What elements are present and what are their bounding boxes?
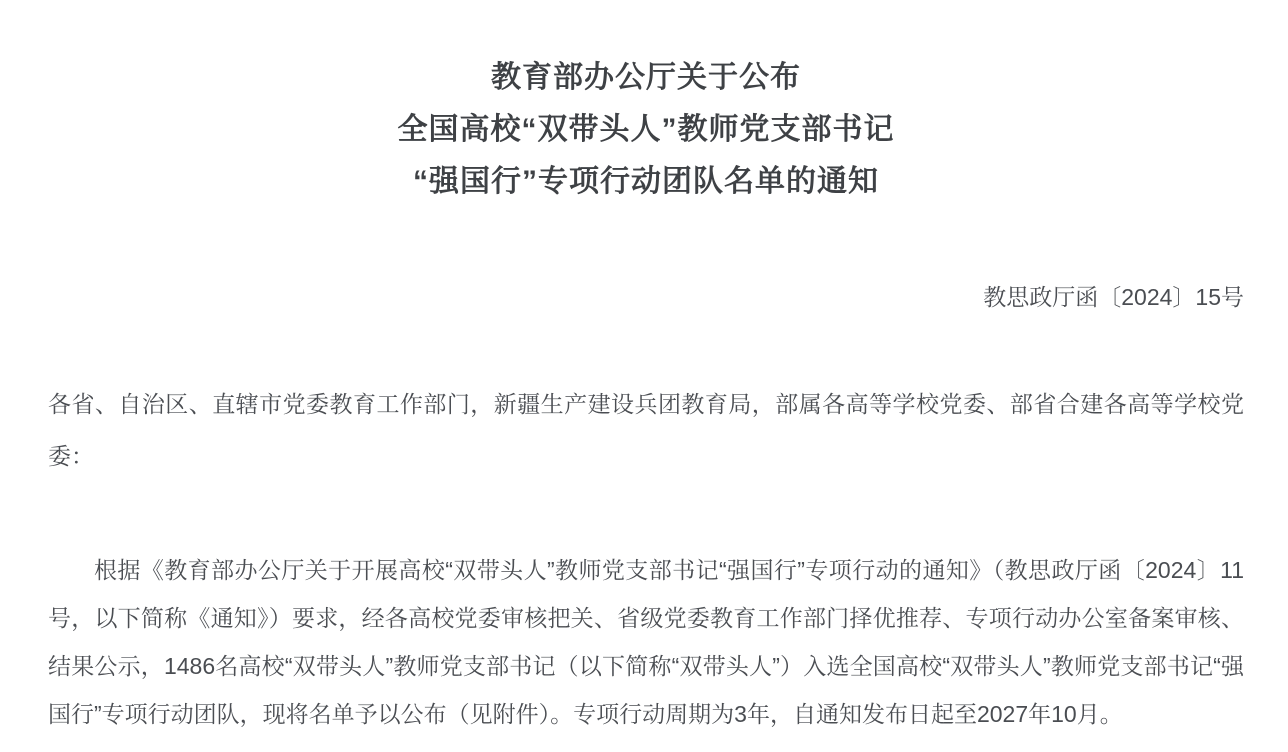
document-title-line-3: “强国行”专项行动团队名单的通知 xyxy=(413,165,879,198)
document-number: 教思政厅函〔2024〕15号 xyxy=(983,284,1244,310)
body-paragraph: 根据《教育部办公厅关于开展高校“双带头人”教师党支部书记“强国行”专项行动的通知》（教思政厅函〔2024〕11号，以下简称《通知》）要求，经各高校党委审核把关、省级党委教育工作部门择优推荐、专项行动办公室备案审核、结果公示，1486名高校“双带头人”教师党支部书记（以下简称“双带头人”）入选全国高校“双带头人”教师党支部书记“强国行”专项行动团队，现将名单予以公布（见附件）。专项行动周期为3年，自通知发布日起至2027年10月。 xyxy=(48,557,1244,727)
document-title-line-1: 教育部办公厅关于公布 xyxy=(491,61,801,94)
document-title-line-2: 全国高校“双带头人”教师党支部书记 xyxy=(397,113,895,146)
document-title xyxy=(48,52,1244,208)
salutation-paragraph: 各省、自治区、直辖市党委教育工作部门，新疆生产建设兵团教育局，部属各高等学校党委、部省合建各高等学校党委： xyxy=(48,391,1244,469)
